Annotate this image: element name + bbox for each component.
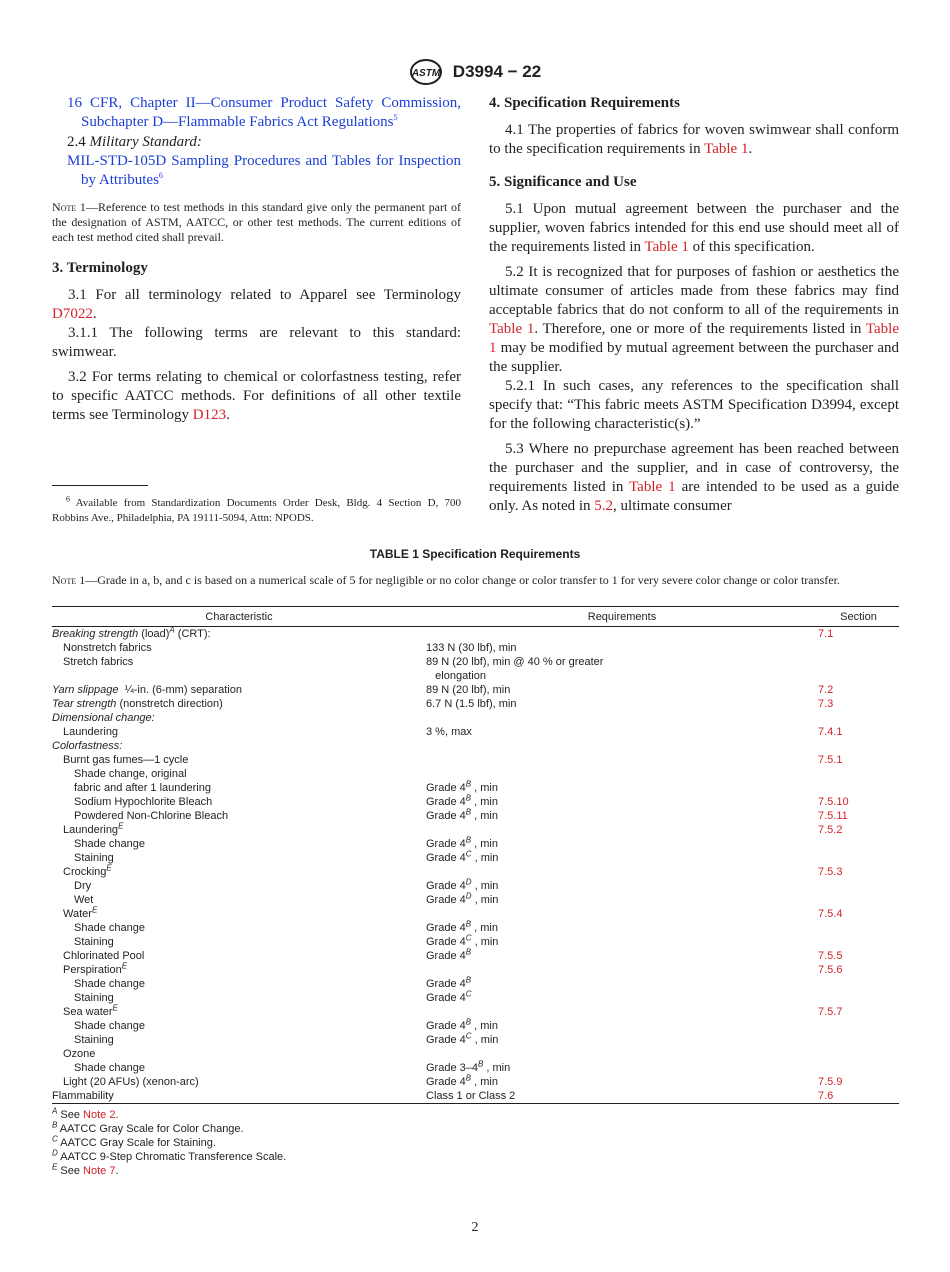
cell-characteristic <box>52 669 426 683</box>
cell-requirement: Grade $4^B$ , min <box>426 835 498 850</box>
para-5-1: 5.1 Upon mutual agreement between the purchaser and the supplier, woven fabrics intended for this end use should meet all of the requirements listed in Table 1 of this specification. <box>489 201 899 255</box>
cell-section <box>818 1061 899 1075</box>
cell-requirement: Grade $4^B$ <box>426 947 472 962</box>
table-row <box>52 767 899 781</box>
cell-section <box>818 627 899 642</box>
cell-requirement: Grade $4^B$ , min <box>426 793 498 808</box>
table-footnotes <box>52 1108 286 1178</box>
table-row <box>52 837 899 851</box>
cell-requirement: 133 N (30 lbf), min <box>426 642 517 654</box>
table-row <box>52 865 899 879</box>
table-row <box>52 655 899 669</box>
table-row <box>52 1061 899 1075</box>
cell-section <box>818 907 899 921</box>
cell-characteristic: Burnt gas fumes—1 cycle <box>63 754 189 766</box>
footnote-6: $^6$ Available from Standardization Documents Order Desk, Bldg. 4 Section D, 700 Robbins Ave., Philadelphia, PA 19111-5094, Attn: NPODS. <box>52 494 461 524</box>
table-row <box>52 851 899 865</box>
cell-requirement: Grade $4^B$ <box>426 975 472 990</box>
section-link[interactable]: 7.5.10 <box>818 796 849 808</box>
cell-section <box>818 669 899 683</box>
cell-requirement <box>426 907 818 921</box>
cell-requirement: Grade $4^D$ , min <box>426 877 499 892</box>
cell-section <box>818 641 899 655</box>
section-link[interactable]: 7.1 <box>818 628 834 640</box>
cell-requirement <box>426 627 818 642</box>
cell-section <box>818 949 899 963</box>
table-row <box>52 725 899 739</box>
link-5-2[interactable]: 5.2 <box>594 498 614 514</box>
col-header-section: Section <box>818 607 899 627</box>
table-row <box>52 907 899 921</box>
cell-requirement: Grade $4^C$ , min <box>426 849 499 864</box>
cell-requirement: 89 N (20 lbf), min @ 40 % or greater <box>426 656 604 668</box>
cell-requirement: Grade $4^B$ , min <box>426 807 498 822</box>
section-link[interactable]: 7.5.4 <box>818 908 843 920</box>
cell-section <box>818 753 899 767</box>
cell-characteristic: Sodium Hypochlorite Bleach <box>74 796 213 808</box>
section-4-title: 4. Specification Requirements <box>489 95 680 111</box>
cell-characteristic: Staining <box>74 1034 114 1046</box>
cell-characteristic: Yarn slippage ¼-in. (6-mm) separation <box>52 684 242 696</box>
cell-characteristic: Colorfastness: <box>52 740 123 752</box>
document-designation: D3994 − 22 <box>452 62 542 81</box>
cell-requirement <box>426 865 818 879</box>
page-number: 2 <box>471 1220 479 1235</box>
para-3-1: 3.1 For all terminology related to Apparel see Terminology D7022. <box>52 287 461 322</box>
cell-requirement: Grade $4^B$ , min <box>426 919 498 934</box>
table-row <box>52 991 899 1005</box>
table-row <box>52 879 899 893</box>
table-row <box>52 697 899 711</box>
cell-requirement: Grade $4^B$ , min <box>426 1073 498 1088</box>
table-row <box>52 921 899 935</box>
cell-characteristic: Crocking$^E$ <box>63 863 112 878</box>
cell-section <box>818 739 899 753</box>
mil-reference: MIL-STD-105D Sampling Procedures and Tables for Inspection by Attributes$^6$ <box>67 153 462 188</box>
cell-requirement: Grade $4^C$ , min <box>426 1031 499 1046</box>
cell-section <box>818 809 899 823</box>
cell-requirement: Grade $4^C$ , min <box>426 933 499 948</box>
cell-section <box>818 697 899 711</box>
table-row <box>52 781 899 795</box>
cell-characteristic: Laundering <box>63 726 119 738</box>
section-link[interactable]: 7.5.6 <box>818 964 843 976</box>
table-footnote: $^B$ AATCC Gray Scale for Color Change. <box>52 1120 244 1135</box>
table-row <box>52 1089 899 1104</box>
table-footnote: $^D$ AATCC 9-Step Chromatic Transference Scale. <box>52 1148 287 1163</box>
cell-requirement <box>426 1047 818 1061</box>
cell-section <box>818 935 899 949</box>
section-link[interactable]: 7.6 <box>818 1090 834 1102</box>
cell-characteristic: Dimensional change: <box>52 712 155 724</box>
cell-section <box>818 1019 899 1033</box>
table-row <box>52 739 899 753</box>
cell-characteristic: Stretch fabrics <box>63 656 134 668</box>
cell-requirement: 6.7 N (1.5 lbf), min <box>426 698 517 710</box>
note-1: Note 1—Reference to test methods in this standard give only the permanent part of the designation of ASTM, AATCC, or other test methods. The current editions of each test method cited shall prevail. <box>52 200 462 244</box>
cell-characteristic: Water$^E$ <box>63 905 98 920</box>
table-row <box>52 1019 899 1033</box>
cell-section <box>818 655 899 669</box>
cell-characteristic: Shade change, original <box>74 768 187 780</box>
svg-text:ASTM: ASTM <box>411 68 440 79</box>
para-5-2: 5.2 It is recognized that for purposes of fashion or aesthetics the ultimate consumer of articles made from these fabrics may find acceptable fabrics that do not conform to all of the requirements in Table 1. Therefore, one or more of the requirements listed in Table 1 may be modified by mutual agreement between the purchaser and the supplier. <box>489 264 899 375</box>
cell-characteristic: Staining <box>74 992 114 1004</box>
cfr-reference: 16 CFR, Chapter II—Consumer Product Safety Commission, Subchapter D—Flammable Fabrics Act Regulations$^5$ <box>67 95 461 130</box>
col-header-requirements: Requirements <box>426 607 818 627</box>
cell-requirement: 89 N (20 lbf), min <box>426 684 511 696</box>
footnote-divider <box>52 485 148 486</box>
cell-section <box>818 963 899 977</box>
table-footnote: $^A$ See Note 2. <box>52 1106 119 1121</box>
cell-requirement <box>426 739 818 753</box>
note-link[interactable]: Note 2 <box>83 1109 116 1121</box>
cell-characteristic: Staining <box>74 936 114 948</box>
cell-characteristic: Shade change <box>74 922 145 934</box>
cell-section <box>818 921 899 935</box>
table-row <box>52 795 899 809</box>
table-row <box>52 935 899 949</box>
cell-section <box>818 683 899 697</box>
table-row <box>52 977 899 991</box>
cell-section <box>818 837 899 851</box>
cell-characteristic: Shade change <box>74 1020 145 1032</box>
cell-characteristic: Powdered Non-Chlorine Bleach <box>74 810 229 822</box>
para-3-2: 3.2 For terms relating to chemical or colorfastness testing, refer to specific AATCC methods. For definitions of all other textile terms see Terminology D123. <box>52 369 461 423</box>
cell-requirement: Grade $4^B$ , min <box>426 1017 498 1032</box>
table-row <box>52 1005 899 1019</box>
table-row <box>52 823 899 837</box>
section-link[interactable]: 7.2 <box>818 684 834 696</box>
section-link[interactable]: 7.5.7 <box>818 1006 843 1018</box>
mil-heading: 2.4 Military Standard: <box>67 134 202 150</box>
table-row <box>52 809 899 823</box>
cell-characteristic: Dry <box>74 880 92 892</box>
cell-characteristic: Flammability <box>52 1089 426 1104</box>
cell-characteristic: Chlorinated Pool <box>63 950 145 962</box>
cell-section <box>818 851 899 865</box>
table-footnote: $^C$ AATCC Gray Scale for Staining. <box>52 1134 216 1149</box>
cell-section <box>818 781 899 795</box>
cell-requirement <box>426 963 818 977</box>
para-5-3: 5.3 Where no prepurchase agreement has been reached between the purchaser and the supplier, and in case of controversy, the requirements listed in Table 1 are intended to be used as a guide only. As noted in 5.2, ultimate consumer <box>489 441 900 514</box>
table-row <box>52 963 899 977</box>
cell-requirement <box>426 711 818 725</box>
link-table-1[interactable]: Table 1 <box>704 141 749 157</box>
cell-section <box>818 1005 899 1019</box>
section-link[interactable]: 7.5.2 <box>818 824 843 836</box>
cell-characteristic: Perspiration$^E$ <box>63 961 128 976</box>
link-table-1[interactable]: Table 1 <box>489 321 899 356</box>
cell-section <box>818 879 899 893</box>
cell-characteristic: Tear strength (nonstretch direction) <box>52 698 223 710</box>
cell-section <box>818 1033 899 1047</box>
cell-characteristic: Breaking strength (load)$^A$ (CRT): <box>52 625 211 640</box>
para-4-1: 4.1 The properties of fabrics for woven swimwear shall conform to the specification requirements in Table 1. <box>489 122 899 157</box>
link-table-1[interactable]: Table 1 <box>629 479 676 495</box>
table-header-row <box>52 607 899 627</box>
cell-characteristic: fabric and after 1 laundering <box>74 782 211 794</box>
table-row <box>52 893 899 907</box>
cell-requirement: elongation <box>426 670 486 682</box>
table-row <box>52 641 899 655</box>
link-d7022[interactable]: D7022 <box>52 306 93 322</box>
col-header-characteristic: Characteristic <box>52 607 426 627</box>
table-note: Note 1—Grade in a, b, and c is based on a numerical scale of 5 for negligible or no color change or color transfer to 1 for very severe color change or color transfer. <box>52 573 840 587</box>
cell-requirement: Grade $3-4^B$ , min <box>426 1059 511 1074</box>
cell-characteristic: Wet <box>74 894 94 906</box>
cell-characteristic: Shade change <box>74 978 145 990</box>
cell-requirement <box>426 1005 818 1019</box>
table-row <box>52 627 899 642</box>
cell-characteristic: Nonstretch fabrics <box>63 642 152 654</box>
astm-logo <box>409 58 443 86</box>
table-title: TABLE 1 Specification Requirements <box>369 547 581 561</box>
section-link[interactable]: 7.5.3 <box>818 866 843 878</box>
para-3-1-1: 3.1.1 The following terms are relevant to this standard: swimwear. <box>52 325 461 360</box>
cell-section <box>818 725 899 739</box>
section-5-title: 5. Significance and Use <box>489 174 637 190</box>
section-3-title: 3. Terminology <box>52 260 148 276</box>
cell-section <box>818 823 899 837</box>
table-row <box>52 1047 899 1061</box>
cell-requirement: 3 %, max <box>426 726 472 738</box>
section-link[interactable]: 7.5.5 <box>818 950 843 962</box>
note-link[interactable]: Note 7 <box>83 1165 116 1177</box>
cell-requirement <box>426 823 818 837</box>
link-table-1[interactable]: Table 1 <box>644 239 689 255</box>
cell-characteristic: Sea water$^E$ <box>63 1003 118 1018</box>
section-link[interactable]: 7.3 <box>818 698 834 710</box>
table-row <box>52 669 899 683</box>
cell-requirement <box>426 767 818 781</box>
section-link[interactable]: 7.5.11 <box>818 810 848 822</box>
link-d123[interactable]: D123 <box>192 407 227 423</box>
cell-characteristic: Ozone <box>63 1048 96 1060</box>
table-footnote: $^E$ See Note 7. <box>52 1162 119 1177</box>
cell-characteristic: Laundering$^E$ <box>63 821 124 836</box>
cell-section <box>818 1075 899 1089</box>
table-row <box>52 753 899 767</box>
cell-section <box>818 1047 899 1061</box>
cell-section <box>818 767 899 781</box>
cell-requirement: Class 1 or Class 2 <box>426 1089 818 1104</box>
table-row <box>52 1075 899 1089</box>
cell-requirement: Grade $4^C$ <box>426 989 472 1004</box>
cell-section <box>818 795 899 809</box>
cell-characteristic: Light (20 AFUs) (xenon-arc) <box>63 1076 199 1088</box>
cell-section <box>818 1089 899 1104</box>
section-link[interactable]: 7.5.1 <box>818 754 843 766</box>
left-column <box>52 94 461 425</box>
cell-requirement: Grade $4^D$ , min <box>426 891 499 906</box>
section-link[interactable]: 7.5.9 <box>818 1076 843 1088</box>
cell-characteristic: Shade change <box>74 838 145 850</box>
cell-section <box>818 865 899 879</box>
table-row <box>52 711 899 725</box>
cell-requirement: Grade $4^B$ , min <box>426 779 498 794</box>
cell-section <box>818 711 899 725</box>
page-header <box>0 58 950 86</box>
right-column <box>489 94 899 516</box>
spec-table <box>52 606 899 1104</box>
cell-section <box>818 991 899 1005</box>
cell-section <box>818 977 899 991</box>
cell-characteristic: Staining <box>74 852 114 864</box>
table-row <box>52 683 899 697</box>
section-link[interactable]: 7.4.1 <box>818 726 843 738</box>
cell-characteristic: Shade change <box>74 1062 145 1074</box>
cell-requirement <box>426 753 818 767</box>
table-row <box>52 949 899 963</box>
link-table-1[interactable]: Table 1 <box>489 321 535 337</box>
cell-section <box>818 893 899 907</box>
para-5-2-1: 5.2.1 In such cases, any references to the specification shall specify that: “This fabric meets ASTM Specification D3994, except for the following characteristic(s).” <box>489 378 899 432</box>
table-row <box>52 1033 899 1047</box>
